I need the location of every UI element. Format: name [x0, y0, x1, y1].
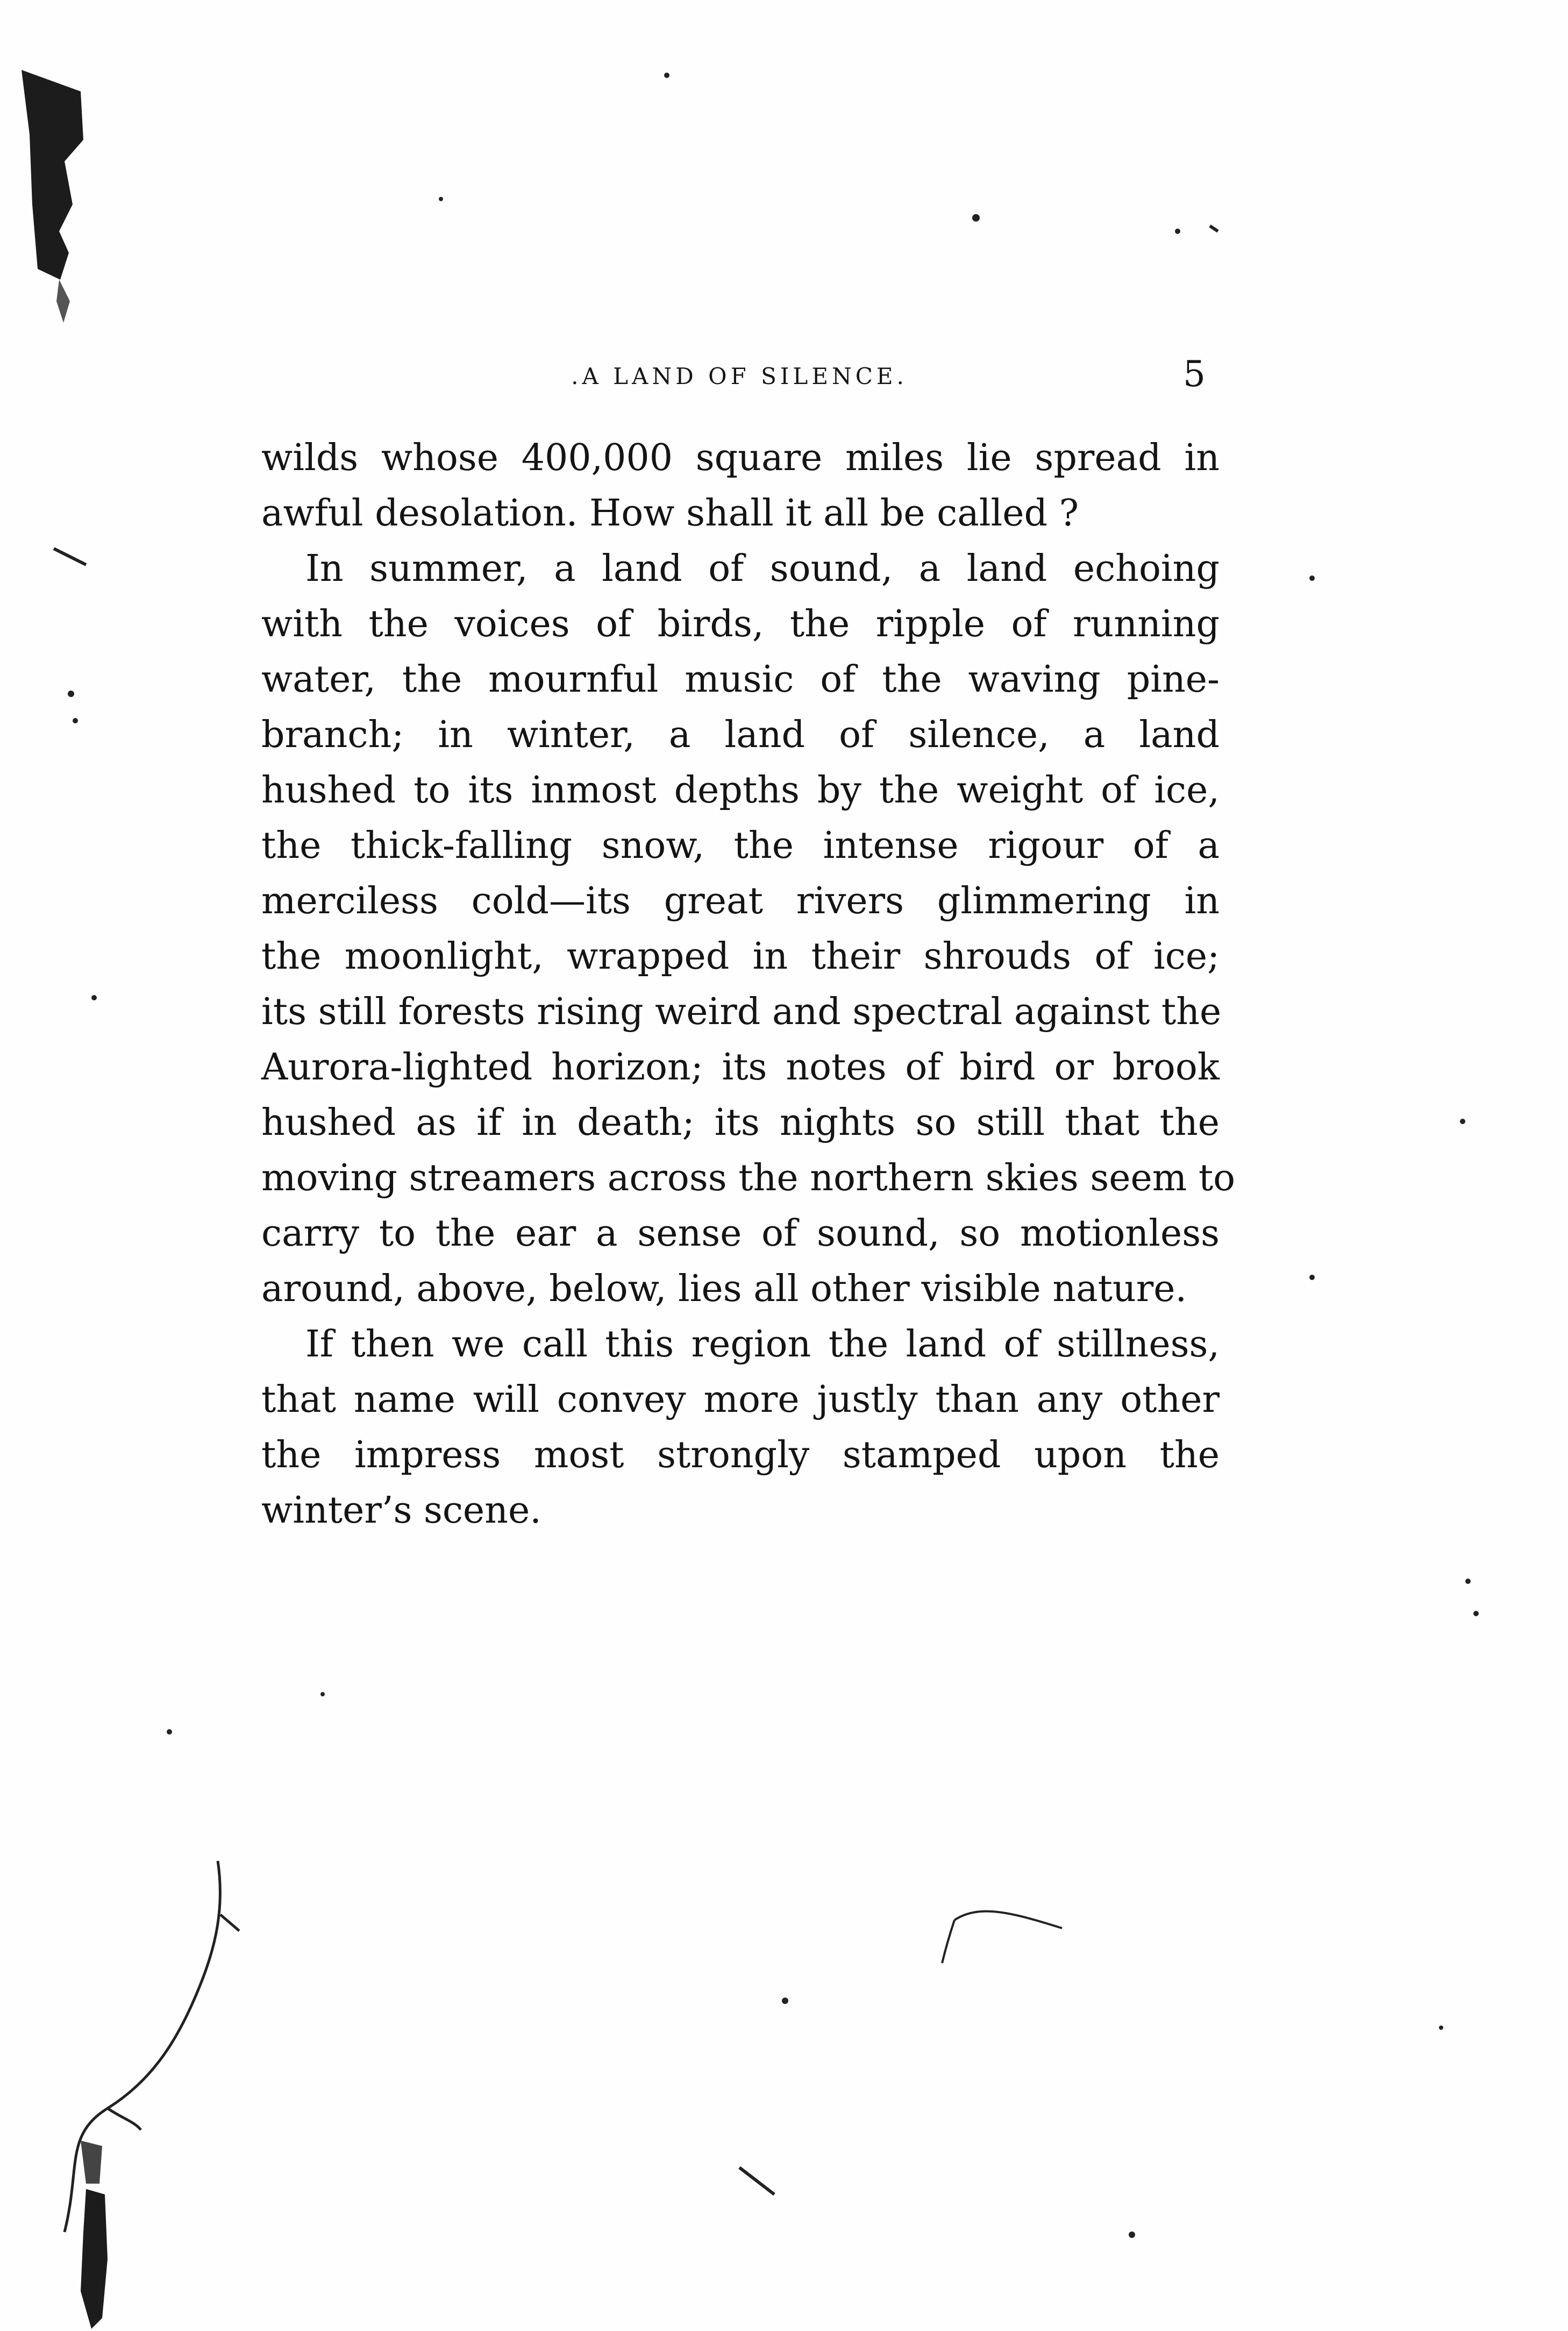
text-line: moving streamers across the northern skies seem to [261, 1157, 1236, 1199]
text-line: winter’s scene. [261, 1489, 541, 1532]
text-line: the impress most strongly stamped upon the [261, 1434, 1220, 1476]
text-line: hushed to its inmost depths by the weight of ice, [261, 769, 1220, 812]
text-line: hushed as if in death; its nights so still that the [261, 1101, 1220, 1144]
stray-strokes [54, 226, 1236, 2194]
text-line: carry to the ear a sense of sound, so motionless [261, 1212, 1220, 1255]
page-number: 5 [1183, 353, 1206, 395]
text-line: In summer, a land of sound, a land echoing [305, 548, 1220, 590]
text-line: Aurora-lighted horizon; its notes of bird or brook [261, 1046, 1220, 1089]
stray-specks [68, 73, 1479, 2238]
text-line: the thick-falling snow, the intense rigour of a [261, 825, 1220, 867]
text-line: branch; in winter, a land of silence, a land [261, 714, 1220, 756]
text-line: its still forests rising weird and spectral against the [261, 991, 1222, 1033]
text-line: wilds whose 400,000 square miles lie spread in [261, 437, 1220, 479]
text-line: with the voices of birds, the ripple of running [261, 603, 1220, 645]
text-line: awful desolation. How shall it all be called ? [261, 492, 1079, 535]
text-line: If then we call this region the land of stillness, [305, 1323, 1220, 1366]
text-line: water, the mournful music of the waving pine- [261, 658, 1220, 701]
hair-mark-right [942, 1911, 1062, 1963]
binding-edge-top [22, 70, 83, 323]
text-line: around, above, below, lies all other visible nature. [261, 1268, 1187, 1310]
binding-edge-bottom [81, 2141, 108, 2329]
text-line: that name will convey more justly than any other [261, 1378, 1220, 1421]
text-line: the moonlight, wrapped in their shrouds of ice; [261, 935, 1220, 978]
text-line: merciless cold—its great rivers glimmering in [261, 880, 1220, 922]
running-title: .A LAND OF SILENCE. [571, 363, 908, 389]
